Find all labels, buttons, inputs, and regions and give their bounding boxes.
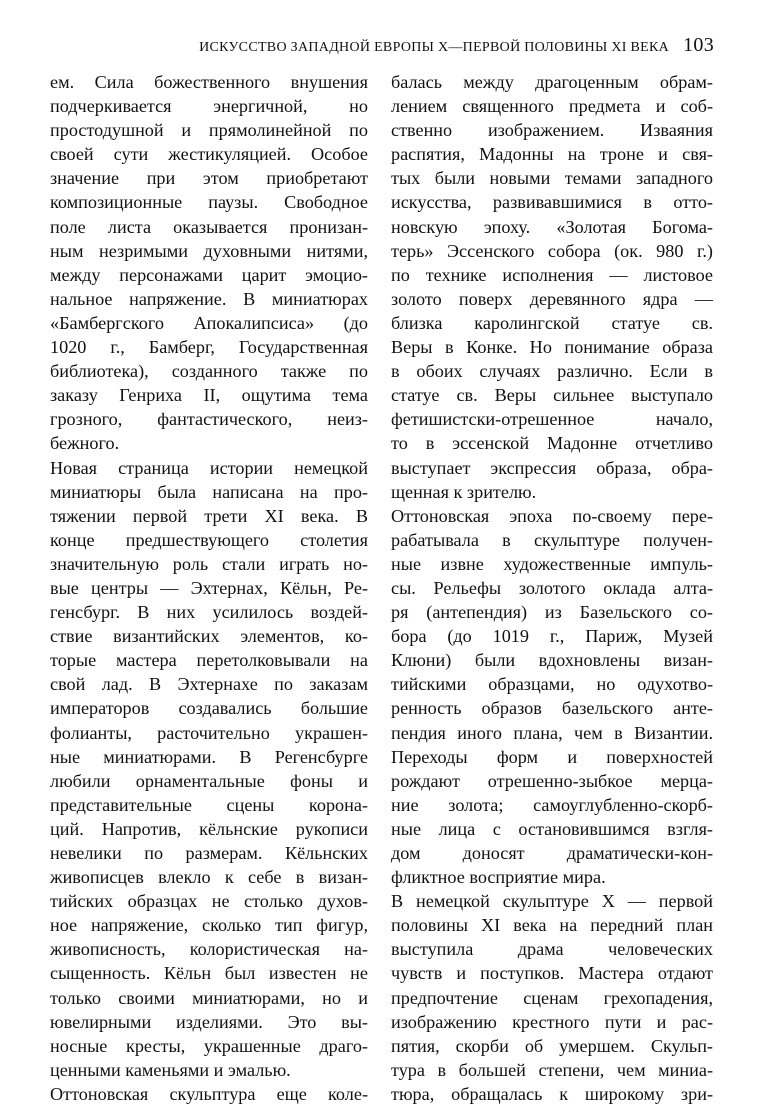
text-line: ные миниатюрами. В Регенсбурге [50,746,368,767]
text-line: Новая страница истории немецкой [50,457,368,478]
text-line: выступила драма человеческих [391,939,713,960]
text-line: фликтное восприятие мира. [391,867,606,888]
text-line: своей сути жестикуляцией. Особое [50,144,368,165]
text-line: распятия, Мадонны на троне и свя- [391,144,713,165]
text-line: носные кресты, украшенные драго- [50,1035,368,1056]
text-line: изображению крестного пути и рас- [391,1011,713,1032]
text-line: тых были новыми темами западного [391,168,713,189]
text-line: значение при этом приобретают [50,168,368,189]
text-line: искусства, развивавшимися в отто- [391,192,713,213]
text-line: фетишистски-отрешенное начало, [391,409,713,430]
text-line: ювелирными изделиями. Это вы- [50,1011,368,1032]
text-line: свой лад. В Эхтернахе по заказам [50,674,368,695]
text-line: композиционные паузы. Свободное [50,192,368,213]
text-line: тийских образцах не столько духов- [50,891,368,912]
text-line: простодушной и прямолинейной по [50,120,368,141]
text-line: значительную роль стали играть но- [50,553,368,574]
right-text-column [391,70,713,1106]
text-line: ным незримыми духовными нитями, [50,240,368,261]
text-line: статуе св. Веры сильнее выступало [391,385,713,406]
text-line: терь» Эссенского собора (ок. 980 г.) [391,240,713,261]
text-line: ем. Сила божественного внушения [50,72,368,92]
text-line: пятия, скорби об умершем. Скульп- [391,1035,713,1056]
text-line: новскую эпоху. «Золотая Богома- [391,216,713,237]
text-line: только своими миниатюрами, но и [50,987,368,1008]
text-line: императоров создавались большие [50,698,368,719]
text-line: ренность образов базельского анте- [391,698,713,719]
text-line: фолианты, расточительно украшен- [50,722,368,743]
text-line: торые мастера перетолковывали на [50,650,368,671]
text-line: дом доносят драматически-кон- [391,843,713,863]
text-line: ственно изображением. Изваяния [391,120,713,141]
left-text-column [50,70,368,1106]
text-line: бежного. [50,433,120,454]
text-line: нальное напряжение. В миниатюрах [50,288,368,309]
text-line: В немецкой скульптуре X — первой [391,891,713,912]
running-title: ИСКУССТВО ЗАПАДНОЙ ЕВРОПЫ X—ПЕРВОЙ ПОЛОВИНЫ XI ВЕКА [199,40,670,55]
text-line: любили орнаментальные фоны и [50,770,368,791]
text-line: ценными каменьями и эмалью. [50,1059,291,1080]
text-line: золото поверх деревянного ядра — [391,288,713,309]
text-line: выступает экспрессия образа, обра- [391,457,713,478]
text-line: рождают отрешенно-зыбкое мерца- [391,770,713,791]
text-line: грозного, фантастического, неиз- [50,409,368,430]
text-line: Переходы форм и поверхностей [391,746,713,767]
text-line: «Бамбергского Апокалипсиса» (до [50,312,368,333]
text-line: ря (антепендия) из Базельского со- [391,602,713,623]
text-line: ние золота; самоуглубленно-скорб- [391,794,713,815]
text-line: живописцев влекло к себе в визан- [50,867,368,888]
text-line: невелики по размерам. Кёльнских [50,843,368,863]
text-line: чувств и поступков. Мастера отдают [391,963,713,984]
text-line: 1020 г., Бамберг, Государственная [50,337,368,358]
text-line: ций. Напротив, кёльнские рукописи [50,818,368,839]
text-line: ные лица с остановившимся взгля- [391,818,713,839]
text-line: щенная к зрителю. [391,481,537,502]
text-line: предпочтение сценам грехопадения, [391,987,713,1008]
text-line: Клюни) были вдохновлены визан- [391,650,713,671]
text-line: представительные сцены корона- [50,794,368,815]
text-line: живописность, колористическая на- [50,939,368,960]
text-line: по технике исполнения — листовое [391,264,713,285]
text-line: бора (до 1019 г., Париж, Музей [391,626,713,647]
text-line: балась между драгоценным обрам- [391,72,713,92]
text-line: миниатюры была написана на про- [50,481,368,502]
text-line: между персонажами царит эмоцио- [50,264,368,285]
text-line: сыщенность. Кёльн был известен не [50,963,368,984]
text-line: Оттоновская скульптура еще коле- [50,1083,368,1104]
text-line: конце предшествующего столетия [50,529,368,550]
text-line: поле листа оказывается пронизан- [50,216,368,237]
text-line: библиотека), созданного также по [50,361,368,382]
text-line: половины XI века на передний план [391,915,713,936]
text-line: тяжении первой трети XI века. В [50,505,368,526]
text-line: тура в большей степени, чем миниа- [391,1059,713,1080]
text-line: близка каролингской статуе св. [391,312,713,333]
running-header [199,34,714,57]
text-line: сы. Рельефы золотого оклада алта- [391,577,713,598]
text-line: пендия иного плана, чем в Византии. [391,722,713,743]
text-line: тюра, обращалась к широкому зри- [391,1083,713,1104]
text-line: в обоих случаях различно. Если в [391,361,713,382]
text-line: заказу Генриха II, ощутима тема [50,385,368,406]
text-line: генсбург. В них усилилось воздей- [50,602,368,623]
text-line: ное напряжение, сколько тип фигур, [50,915,368,936]
text-line: Веры в Конке. Но понимание образа [391,337,713,358]
text-line: ные извне художественные импуль- [391,553,713,574]
page-number: 103 [683,34,714,56]
text-line: то в эссенской Мадонне отчетливо [391,433,713,454]
text-line: тийскими образцами, но одухотво- [391,674,713,695]
text-line: подчеркивается энергичной, но [50,96,368,117]
text-line: рабатывала в скульптуре получен- [391,529,713,550]
text-line: лением священного предмета и соб- [391,96,713,117]
text-line: вые центры — Эхтернах, Кёльн, Ре- [50,577,368,598]
text-line: ствие византийских элементов, ко- [50,626,368,647]
text-line: Оттоновская эпоха по-своему пере- [391,505,713,526]
